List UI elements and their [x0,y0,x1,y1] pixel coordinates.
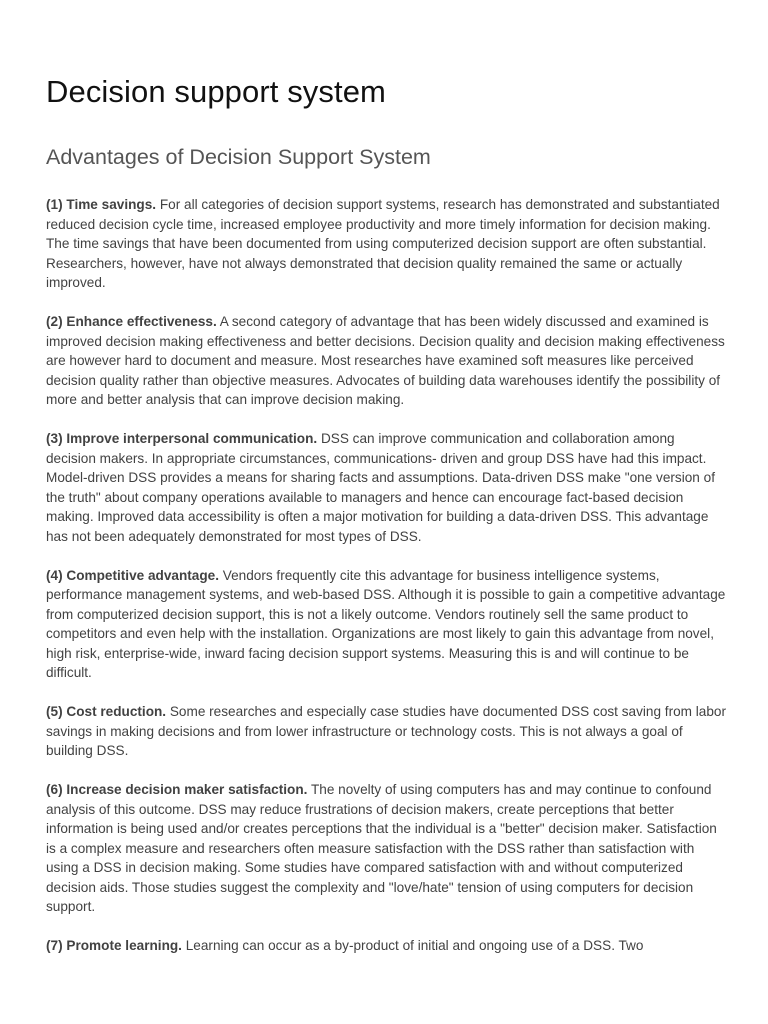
paragraph-lead: (4) Competitive advantage. [46,567,219,583]
paragraph-promote-learning [46,936,726,956]
paragraph-time-savings [46,195,726,293]
paragraph-text: Vendors frequently cite this advantage for business intelligence systems, performance management systems, and web-based DSS. Although it is possible to gain a competitive advantage from computerized decision support, this is not a likely outcome. Vendors routinely sell the same product to competitors and even help with the installation. Organizations are most likely to gain this advantage from novel, high risk, enterprise-wide, inward facing decision support systems. Measuring this is and will continue to be difficult. [46,567,726,680]
paragraph-text: DSS can improve communication and collaboration among decision makers. In appropriate circumstances, communications- driven and group DSS have had this impact. Model-driven DSS provides a means for sharing facts and assumptions. Data-driven DSS make "one version of the truth" about company operations available to managers and hence can encourage fact-based decision making. Improved data accessibility is often a major motivation for building a data-driven DSS. This advantage has not been adequately demonstrated for most types of DSS. [46,431,715,544]
paragraph-competitive-advantage [46,566,726,683]
paragraph-interpersonal-communication [46,429,726,546]
paragraph-lead: (7) Promote learning. [46,938,182,953]
paragraph-text: Learning can occur as a by-product of initial and ongoing use of a DSS. Two [181,938,644,953]
paragraph-lead: (6) Increase decision maker satisfaction. [46,782,308,797]
paragraph-lead: (2) Enhance effectiveness. [46,314,217,329]
paragraph-lead: (3) Improve interpersonal communication. [46,431,318,446]
document-body [46,195,726,975]
paragraph-decision-maker-satisfaction [46,780,726,917]
paragraph-text: For all categories of decision support systems, research has demonstrated and substantiated reduced decision cycle time, increased employee productivity and more timely information for decision making. The time savings that have been documented from using computerized decision support are often substantial. Researchers, however, have not always demonstrated that decision quality remained the same or actually improved. [46,197,720,290]
page-title: Decision support system [46,74,386,109]
paragraph-text: A second category of advantage that has been widely discussed and examined is improved decision making effectiveness and better decisions. Decision quality and decision making effectiveness are however hard to document and measure. Most researches have examined soft measures like perceived decision quality rather than objective measures. Advocates of building data warehouses identify the possibility of more and better analysis that can improve decision making. [46,314,725,407]
paragraph-text: Some researches and especially case studies have documented DSS cost saving from labor savings in making decisions and from lower infrastructure or technology costs. This is not always a goal of building DSS. [46,704,726,758]
paragraph-text: The novelty of using computers has and may continue to confound analysis of this outcome. DSS may reduce frustrations of decision makers, create perceptions that better information is being used and/or creates perceptions that the individual is a "better" decision maker. Satisfaction is a complex measure and researchers often measure satisfaction with the DSS rather than satisfaction with using a DSS in decision making. Some studies have compared satisfaction with and without computerized decision aids. Those studies suggest the complexity and "love/hate" tension of using computers for decision support. [46,782,717,914]
paragraph-lead: (5) Cost reduction. [46,704,167,719]
section-heading: Advantages of Decision Support System [46,145,431,169]
paragraph-enhance-effectiveness [46,312,726,410]
paragraph-cost-reduction [46,702,726,761]
paragraph-lead: (1) Time savings. [46,197,157,212]
